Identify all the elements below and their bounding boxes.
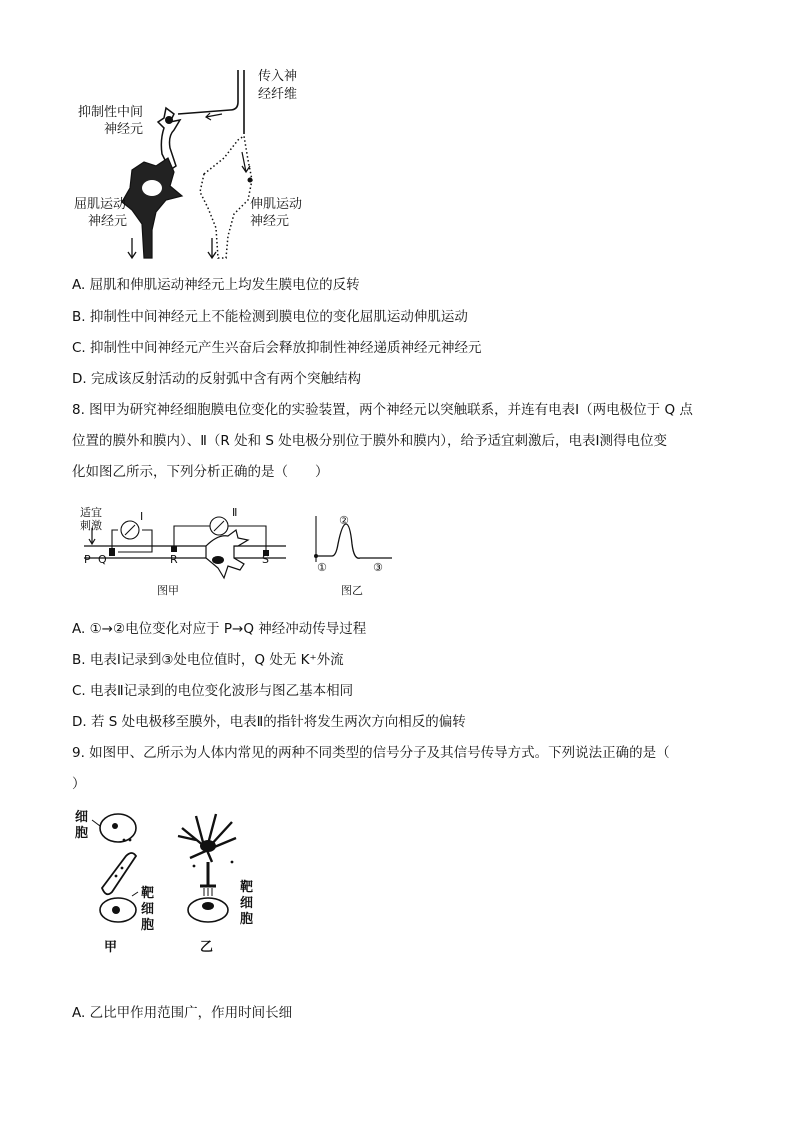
meter-2-label: Ⅱ bbox=[232, 506, 238, 519]
cell-label-1: 细 bbox=[75, 810, 89, 825]
point-s-label: S bbox=[262, 553, 269, 566]
stimulus-label-line1: 适宜 bbox=[80, 506, 102, 519]
target-cell-jia-label-1: 靶 bbox=[141, 886, 155, 901]
q7-option-c: C. 抑制性中间神经元产生兴奋后会释放抑制性神经递质神经元神经元 bbox=[72, 340, 482, 356]
q8-stem-line2: 位置的膜外和膜内）、Ⅱ（R 处和 S 处电极分别位于膜外和膜内），给予适宜刺激后，电表Ⅰ测得电位变 bbox=[72, 433, 667, 449]
waveform-marker-2: ② bbox=[339, 514, 349, 527]
q7-option-a: A. 屈肌和伸肌运动神经元上均发生膜电位的反转 bbox=[72, 277, 360, 293]
flexor-neuron bbox=[122, 158, 182, 258]
q7-option-d: D. 完成该反射活动的反射弧中含有两个突触结构 bbox=[72, 371, 361, 387]
q7-option-b: B. 抑制性中间神经元上不能检测到膜电位的变化屈肌运动伸肌运动 bbox=[72, 309, 468, 325]
target-cell-jia-label-2: 细 bbox=[141, 902, 155, 917]
q9-option-a: A. 乙比甲作用范围广，作用时间长细 bbox=[72, 1005, 293, 1021]
figure-yi-caption: 图乙 bbox=[341, 584, 363, 597]
target-cell-yi-label-2: 细 bbox=[240, 896, 254, 911]
figure-jia-label: 甲 bbox=[104, 940, 118, 955]
q8-option-c: C. 电表Ⅱ记录到的电位变化波形与图乙基本相同 bbox=[72, 683, 354, 699]
figure-jia-caption: 图甲 bbox=[157, 584, 179, 597]
afferent-fiber bbox=[178, 70, 238, 114]
experiment-setup-figure bbox=[78, 494, 293, 582]
neuron-yi bbox=[178, 814, 236, 862]
extensor-neuron bbox=[200, 136, 252, 258]
figure-yi-label: 乙 bbox=[200, 940, 214, 955]
q8-option-a: A. ①→②电位变化对应于 P→Q 神经冲动传导过程 bbox=[72, 621, 367, 637]
waveform-marker-3: ③ bbox=[373, 561, 383, 574]
stimulus-label-line2: 刺激 bbox=[80, 519, 102, 532]
q8-option-b: B. 电表Ⅰ记录到③处电位值时，Q 处无 K⁺外流 bbox=[72, 652, 344, 668]
extensor-label-line2: 神经元 bbox=[250, 214, 290, 229]
target-cell-yi-label-3: 胞 bbox=[240, 912, 254, 927]
flexor-label-line1: 屈肌运动 bbox=[74, 197, 127, 212]
flexor-output-arrow bbox=[128, 238, 136, 258]
inhibitory-label-line1: 抑制性中间 bbox=[78, 105, 144, 120]
afferent-label-line2: 经纤维 bbox=[258, 87, 298, 102]
q8-option-d: D. 若 S 处电极移至膜外，电表Ⅱ的指针将发生两次方向相反的偏转 bbox=[72, 714, 466, 730]
q8-stem-line1: 8. 图甲为研究神经细胞膜电位变化的实验装置，两个神经元以突触联系，并连有电表Ⅰ（两电极位于 Q 点 bbox=[72, 402, 693, 418]
postsynaptic-neuron bbox=[206, 530, 248, 578]
flexor-label-line2: 神经元 bbox=[88, 214, 128, 229]
secreting-cell bbox=[100, 814, 136, 842]
extensor-output-arrow bbox=[208, 238, 216, 258]
q9-stem-line1: 9. 如图甲、乙所示为人体内常见的两种不同类型的信号分子及其信号传导方式。下列说法正确的是（ bbox=[72, 745, 670, 761]
q8-stem-line3: 化如图乙所示，下列分析正确的是（ ） bbox=[72, 464, 329, 480]
signal-transmission-figure bbox=[70, 806, 270, 952]
target-cell-yi-label-1: 靶 bbox=[240, 880, 254, 895]
waveform-marker-1: ① bbox=[317, 561, 327, 574]
extensor-label-line1: 伸肌运动 bbox=[250, 197, 303, 212]
point-r-label: R bbox=[170, 553, 178, 566]
afferent-label-line1: 传入神 bbox=[258, 69, 298, 84]
inhibitory-label-line2: 神经元 bbox=[104, 122, 144, 137]
cell-label-2: 胞 bbox=[75, 826, 89, 841]
point-q-label: Q bbox=[98, 553, 107, 566]
blood-vessel bbox=[102, 853, 136, 894]
afferent-arrow bbox=[206, 113, 222, 120]
meter-1-label: Ⅰ bbox=[140, 510, 144, 523]
axon-terminal bbox=[200, 862, 216, 886]
target-cell-jia-label-3: 胞 bbox=[141, 918, 155, 933]
waveform-line bbox=[316, 524, 392, 558]
q9-stem-line2: ） bbox=[72, 776, 86, 792]
point-p-label: P bbox=[84, 553, 91, 566]
